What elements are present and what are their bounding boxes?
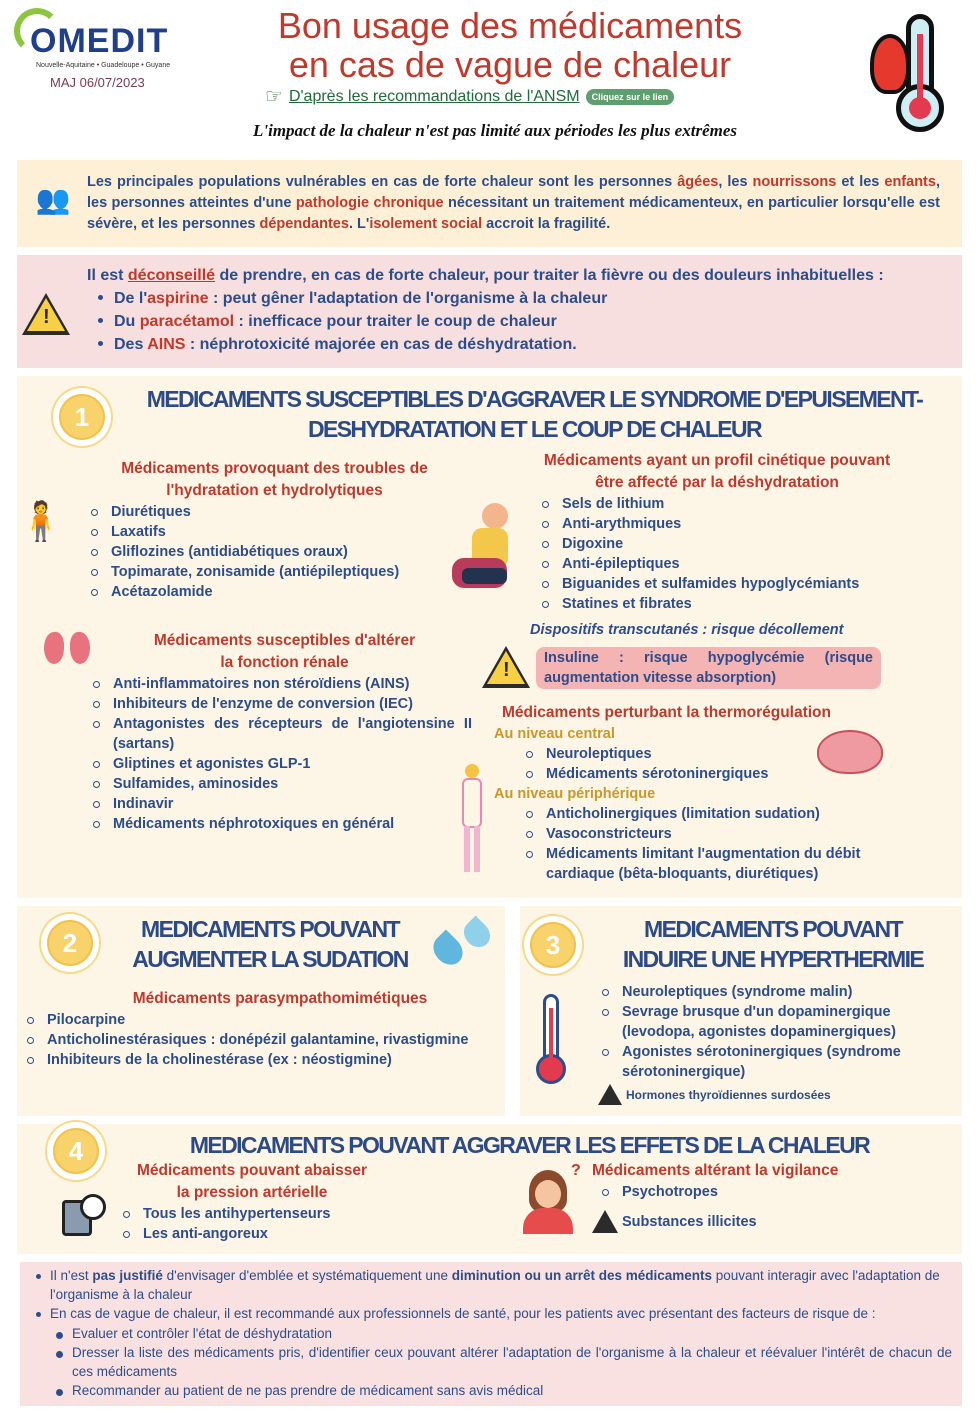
list-item: Anti-arythmiques [540,514,952,534]
list-item: Vasoconstricteurs [524,824,924,844]
hydration-heading: Médicaments provoquant des troubles de l'hydratation et hydrolytiques [121,460,428,499]
update-date: MAJ 06/07/2023 [50,75,145,90]
thermometer-icon [534,994,568,1089]
title-line-1: Bon usage des médicaments [277,5,743,46]
list-item: Les anti-angoreux [121,1224,502,1244]
section-4 [17,1124,962,1254]
list-item: Diurétiques [89,502,472,522]
list-item: Du paracétamol : inefficace pour traiter le coup de chaleur [92,310,947,333]
warning-icon [592,1210,618,1233]
vulnerable-populations-box [17,160,962,247]
list-item: Recommander au patient de ne pas prendre de médicament sans avis médical [50,1381,952,1400]
list-item: Neuroleptiques (syndrome malin) [600,982,952,1002]
list-item: Indinavir [91,794,472,814]
people-group-icon: 👥 [35,184,71,215]
insulin-note: Insuline : risque hypoglycémie (risque augmentation vitesse absorption) [536,647,881,689]
title-line-2: en cas de vague de chaleur [288,44,732,85]
list-item: Biguanides et sulfamides hypoglycémiants [540,574,952,594]
confused-person-icon: ? [517,1166,579,1234]
list-item: Médicaments néphrotoxiques en général [91,814,472,834]
list-item: Médicaments limitant l'augmentation du débit cardiaque (bêta-bloquants, diurétiques) [524,844,924,884]
kinetic-heading: Médicaments ayant un profil cinétique pouvant être affecté par la déshydratation [543,452,891,491]
section-1-title: MEDICAMENTS SUSCEPTIBLES D'AGGRAVER LE SYNDROME D'EPUISEMENT- DESHYDRATATION ET LE COUP DE CHALEUR [146,386,923,442]
pointing-hand-icon: ☞ [265,86,283,108]
list-item: Antagonistes des récepteurs de l'angiotensine II (sartans) [91,714,472,754]
list-item: Gliptines et agonistes GLP-1 [91,754,472,774]
recommendations-box [20,1262,962,1406]
list-item: Acétazolamide [89,582,472,602]
list-item: Inhibiteurs de la cholinestérase (ex : néostigmine) [25,1050,495,1070]
kidneys-icon [42,632,92,677]
hydration-list [89,502,472,602]
renal-list [91,674,472,834]
not-recommended-box [17,255,962,368]
section-2 [17,906,505,1116]
list-item: En cas de vague de chaleur, il est recommandé aux professionnels de santé, pour les patients avec présentant des facteurs de risque de : Evaluer et contrôler l'état de déshydratation Dresser la liste des médicaments pris, d'identifier ceux pouvant altérer l'adaptation de l'organisme à la chaleur et réévaluer l'intérêt de chacun de ces médicaments Recommander au patient de ne pas prendre de médicament sans avis médical [30,1304,952,1400]
central-list [524,744,952,784]
sun-number-4-icon: 4 [53,1128,99,1174]
sun-number-3-icon: 3 [530,922,576,968]
blood-pressure-monitor-icon [62,1194,108,1238]
list-item: Anti-inflammatoires non stéroïdiens (AINS) [91,674,472,694]
list-item: Psychotropes [600,1182,947,1202]
sun-number-1-icon: 1 [59,394,105,440]
omedit-logo [14,8,194,70]
list-item: Agonistes sérotoninergiques (syndrome sérotoninergique) [600,1042,952,1082]
vulnerable-text: Les principales populations vulnérables en cas de forte chaleur sont les personnes âgées, les nourrissons et les enfants, les personnes atteintes d'une pathologie chronique nécessitant un traitement médicamenteux, en particulier lorsqu'elle est sévère, et les personnes dépendantes. L'isolement social accroit la fragilité. [87,174,940,232]
warning-icon [598,1084,622,1105]
tagline: L'impact de la chaleur n'est pas limité aux périodes les plus extrêmes [252,121,737,140]
not-recommended-intro: Il est déconseillé de prendre, en cas de forte chaleur, pour traiter la fièvre ou des douleurs inhabituelles : [87,267,884,284]
list-item: Digoxine [540,534,952,554]
section-4-right [507,1160,947,1244]
page-title [220,6,800,84]
warning-icon: ! [22,293,70,335]
list-item: Sevrage brusque d'un dopaminergique (levodopa, agonistes dopaminergiques) [600,1002,952,1042]
list-item: Anticholinestérasiques : donépézil galantamine, rivastigmine [25,1030,495,1050]
ansm-link[interactable]: D'après les recommandations de l'ANSM [288,88,580,105]
page-header [0,0,980,155]
list-item: Laxatifs [89,522,472,542]
list-item: Il n'est pas justifié d'envisager d'emblée et systématiquement une diminution ou un arrêt des médicaments pouvant interagir avec l'adaptation de l'organisme à la chaleur [30,1266,952,1304]
section-3-title: MEDICAMENTS POUVANT INDUIRE UNE HYPERTHERMIE [622,916,924,972]
blood-pressure-list [121,1204,502,1244]
section-4-left [32,1160,502,1244]
thermoregulation-heading: Médicaments perturbant la thermorégulation [502,704,831,721]
list-item: Evaluer et contrôler l'état de déshydratation [50,1324,952,1343]
illicit-substances: Substances illicites [622,1214,757,1230]
warning-icon: ! [482,646,530,688]
list-item: Médicaments sérotoninergiques [524,764,952,784]
peripheral-level-label: Au niveau périphérique [494,786,656,802]
vigilance-list [600,1182,947,1202]
list-item: Gliflozines (antidiabétiques oraux) [89,542,472,562]
list-item: Des AINS : néphrotoxicité majorée en cas de déshydratation. [92,333,947,356]
woman-drinking-icon: 🧍 [17,501,65,543]
section-4-title: MEDICAMENTS POUVANT AGGRAVER LES EFFETS DE LA CHALEUR [189,1132,870,1158]
transdermal-note: Dispositifs transcutanés : risque décollement [530,622,844,638]
central-level-label: Au niveau central [494,726,615,742]
section-1 [17,376,962,898]
section-3 [520,906,962,1116]
hyperthermia-list [600,982,952,1082]
thyroid-note: Hormones thyroïdiennes surdosées [626,1088,831,1102]
list-item: Topimarate, zonisamide (antiépileptiques) [89,562,472,582]
list-item: Dresser la liste des médicaments pris, d'identifier ceux pouvant altérer l'adaptation de l'organisme à la chaleur et réévaluer l'intérêt de chacun de ces médicaments [50,1343,952,1381]
peripheral-list [524,804,924,884]
list-item: Sulfamides, aminosides [91,774,472,794]
sections-2-3-row [17,906,962,1116]
logo-subtitle: Nouvelle-Aquitaine • Guadeloupe • Guyane [36,62,171,69]
vigilance-heading: Médicaments altérant la vigilance [592,1162,839,1179]
recommendations-list [30,1266,952,1400]
list-item: Neuroleptiques [524,744,952,764]
list-item: Pilocarpine [25,1010,495,1030]
thermometer-fire-icon [870,14,962,132]
list-item: Sels de lithium [540,494,952,514]
renal-heading: Médicaments susceptibles d'altérer la fonction rénale [153,632,416,671]
blood-pressure-heading: Médicaments pouvant abaisser la pression artérielle [137,1162,367,1201]
recommendations-sublist [50,1324,952,1401]
list-item: Anticholinergiques (limitation sudation) [524,804,924,824]
list-item: Inhibiteurs de l'enzyme de conversion (IEC) [91,694,472,714]
list-item: Tous les antihypertenseurs [121,1204,502,1224]
list-item: Anti-épileptiques [540,554,952,574]
kinetic-list [540,494,952,614]
sweat-drops-icon [435,920,495,970]
click-link-badge[interactable]: Cliquez sur le lien [586,89,675,105]
not-recommended-list [92,287,947,356]
section-2-title: MEDICAMENTS POUVANT AUGMENTER LA SUDATION [132,916,408,972]
list-item: Statines et fibrates [540,594,952,614]
logo-text: OMEDIT [30,22,169,60]
list-item: De l'aspirine : peut gêner l'adaptation de l'organisme à la chaleur [92,287,947,310]
parasympathomimetics-heading: Médicaments parasympathomimétiques [132,990,428,1007]
sweating-list [25,1010,495,1070]
sun-number-2-icon: 2 [47,920,93,966]
section-1-right-column [482,450,952,884]
section-1-left-column [17,450,472,884]
